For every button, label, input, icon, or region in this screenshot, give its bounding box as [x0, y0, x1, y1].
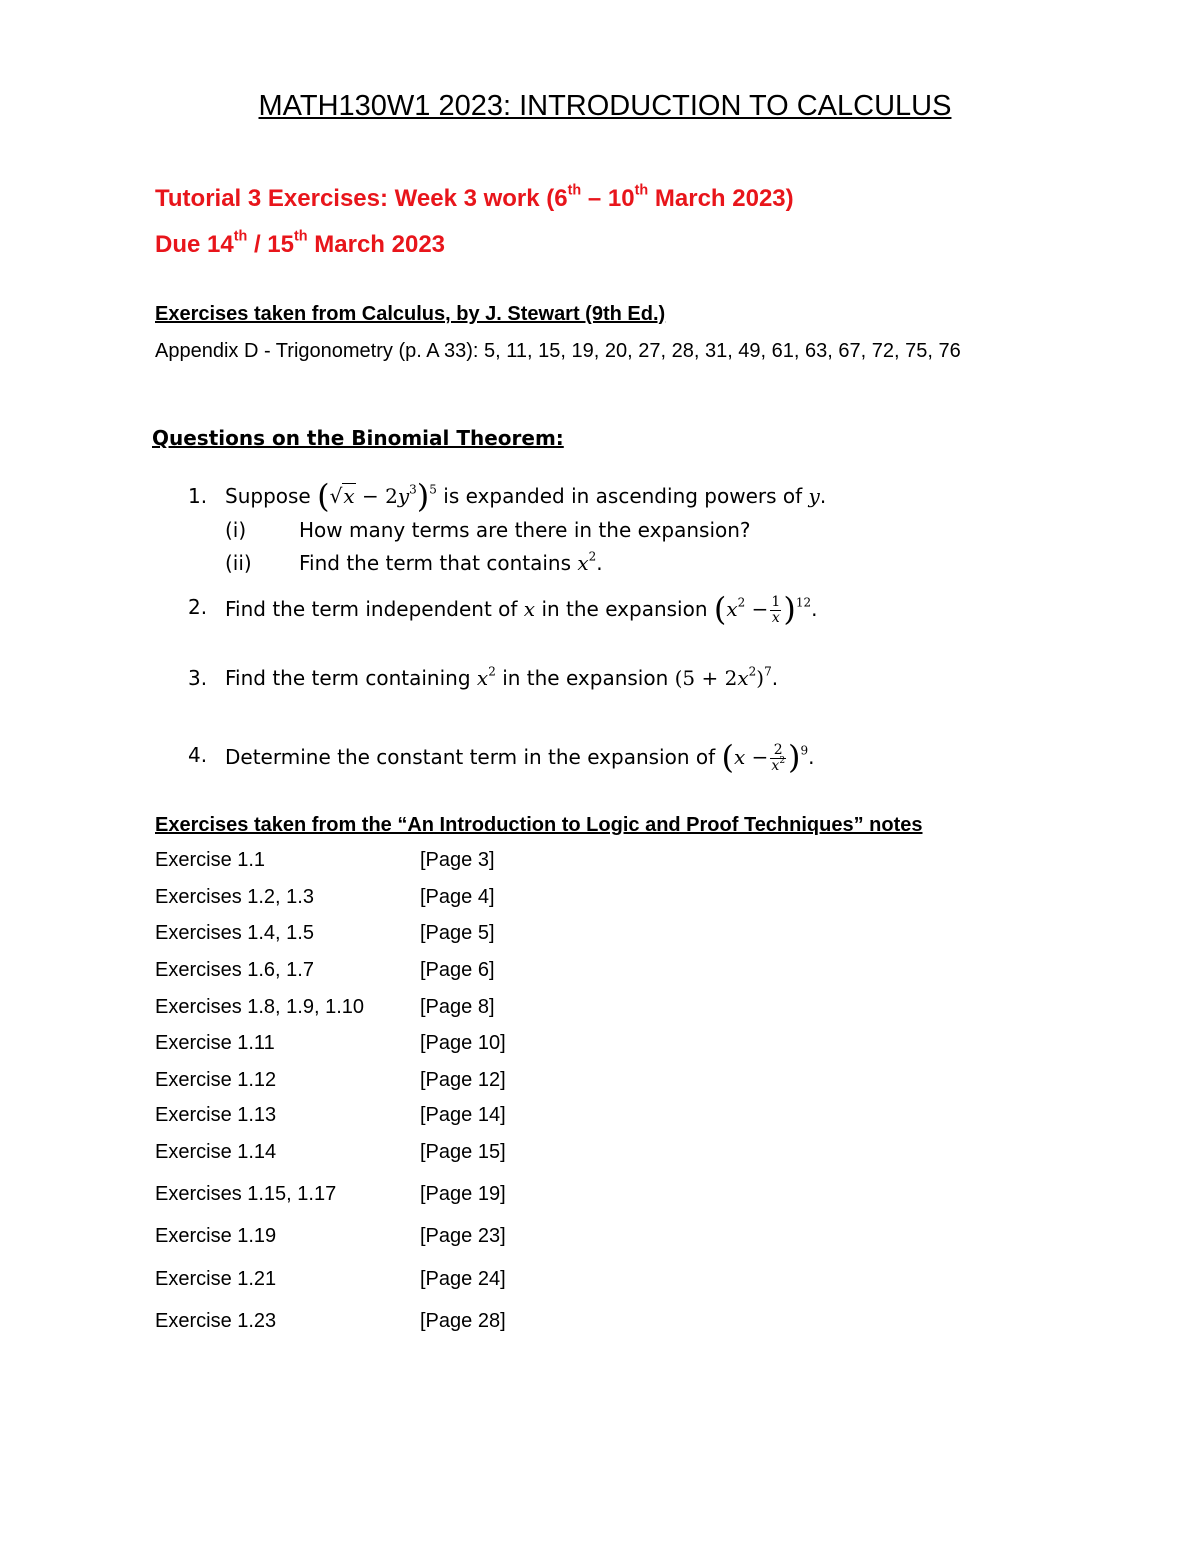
- exercise-page: [Page 19]: [420, 1183, 506, 1205]
- exercise-label: Exercises 1.6, 1.7: [155, 959, 314, 981]
- exercise-label: Exercises 1.4, 1.5: [155, 922, 314, 944]
- exercise-page: [Page 28]: [420, 1310, 506, 1332]
- due-date: Due 14th / 15th March 2023: [155, 228, 446, 258]
- exercise-label: Exercises 1.2, 1.3: [155, 886, 314, 908]
- exercise-label: Exercise 1.1: [155, 849, 266, 871]
- question-1-i: (i) How many terms are there in the expansion?: [225, 518, 751, 542]
- exercise-page: [Page 24]: [420, 1268, 506, 1290]
- exercise-label: Exercise 1.19: [155, 1225, 277, 1247]
- question-1-ii: (ii) Find the term that contains $x^2$.: [225, 549, 603, 575]
- exercise-label: Exercises 1.8, 1.9, 1.10: [155, 996, 365, 1018]
- exercise-page: [Page 8]: [420, 996, 495, 1018]
- exercise-page: [Page 14]: [420, 1104, 506, 1126]
- tutorial-heading: Tutorial 3 Exercises: Week 3 work (6th – 10th March 2023): [155, 182, 794, 212]
- stewart-exercises: Appendix D - Trigonometry (p. A 33): 5, 11, 15, 19, 20, 27, 28, 31, 49, 61, 63, 67, 72, 75, 76: [155, 340, 961, 362]
- question-1: 1. Suppose $(√x - 2y^3)^5$ is expanded in ascending powers of y.: [188, 477, 827, 515]
- exercise-page: [Page 4]: [420, 886, 495, 908]
- binomial-heading: Questions on the Binomial Theorem:: [152, 426, 564, 450]
- exercise-label: Exercises 1.15, 1.17: [155, 1183, 337, 1205]
- question-3: 3. Find the term containing $x^2$ in the expansion $(5 + 2x^2)^7$.: [188, 664, 779, 690]
- exercise-label: Exercise 1.14: [155, 1141, 277, 1163]
- exercise-page: [Page 6]: [420, 959, 495, 981]
- exercise-page: [Page 3]: [420, 849, 495, 871]
- exercise-page: [Page 5]: [420, 922, 495, 944]
- stewart-heading: Exercises taken from Calculus, by J. Stewart (9th Ed.): [155, 303, 666, 325]
- question-2: 2. Find the term independent of x in the expansion ($x^2$ − $\frac{1}{x}$ )$^{12}$.: [188, 590, 818, 628]
- exercise-label: Exercise 1.23: [155, 1310, 277, 1332]
- exercise-page: [Page 23]: [420, 1225, 506, 1247]
- exercise-page: [Page 12]: [420, 1069, 506, 1091]
- exercise-label: Exercise 1.12: [155, 1069, 277, 1091]
- logic-heading: Exercises taken from the “An Introduction to Logic and Proof Techniques” notes: [155, 814, 923, 836]
- exercise-label: Exercise 1.21: [155, 1268, 277, 1290]
- exercise-page: [Page 15]: [420, 1141, 506, 1163]
- exercise-page: [Page 10]: [420, 1032, 506, 1054]
- question-4: 4. Determine the constant term in the expansion of (x − $\frac{2}{x^2}$ )$^9$.: [188, 738, 815, 776]
- page-title: MATH130W1 2023: INTRODUCTION TO CALCULUS: [258, 90, 952, 122]
- exercise-label: Exercise 1.13: [155, 1104, 277, 1126]
- exercise-label: Exercise 1.11: [155, 1032, 275, 1054]
